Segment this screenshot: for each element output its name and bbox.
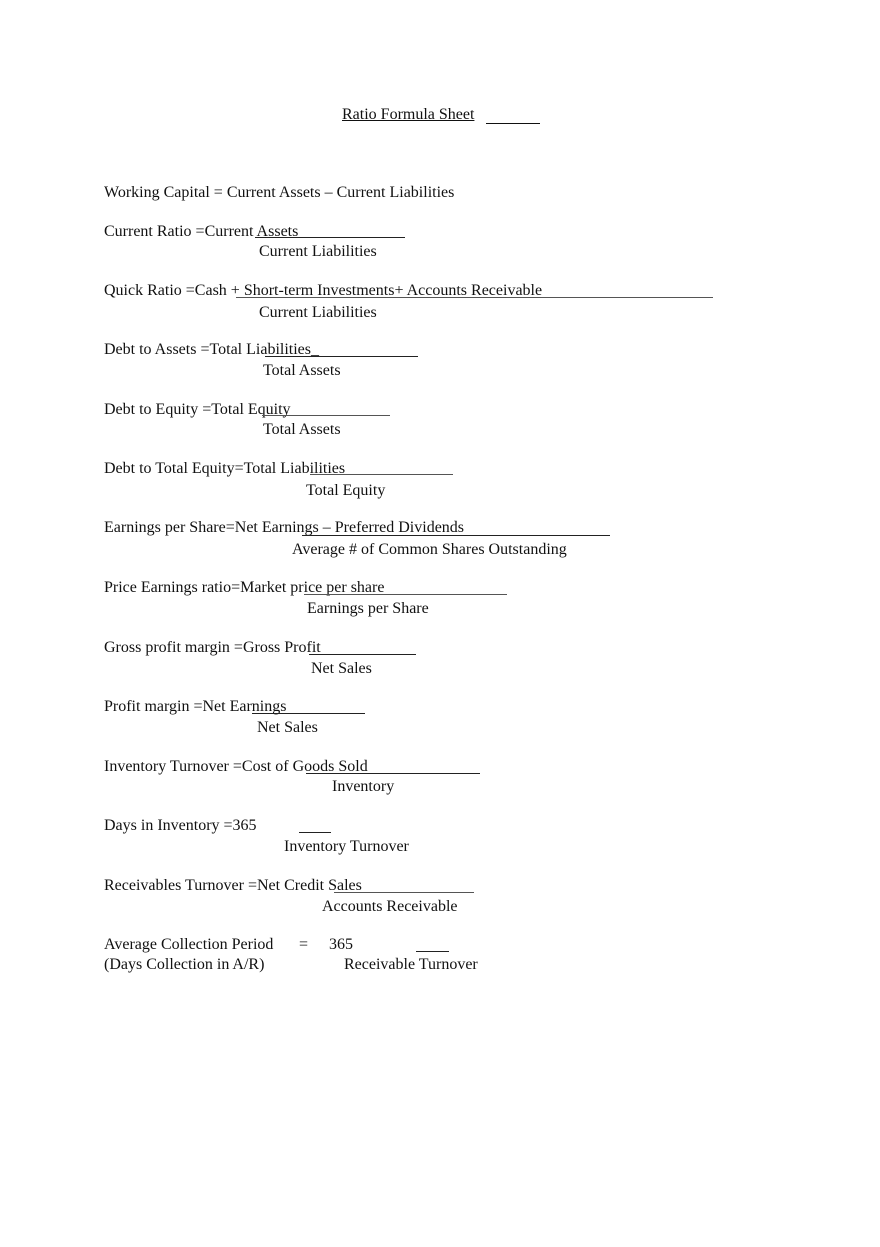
quick-ratio-numerator: Quick Ratio =Cash + Short-term Investments+ Accounts Receivable — [104, 282, 543, 299]
average-collection-period-sublabel: (Days Collection in A/R) — [104, 956, 265, 973]
debt-to-total-equity-numerator: Debt to Total Equity=Total Liabilities_ — [104, 460, 354, 477]
days-in-inventory-numerator: Days in Inventory =365 — [104, 817, 257, 834]
price-earnings-denominator: Earnings per Share — [307, 600, 429, 617]
receivables-turnover-numerator: Receivables Turnover =Net Credit Sales — [104, 877, 362, 894]
fraction-bar — [309, 654, 416, 655]
average-collection-period-label: Average Collection Period — [104, 936, 274, 953]
fraction-bar — [304, 594, 507, 595]
debt-to-assets-denominator: Total Assets — [263, 362, 341, 379]
price-earnings-numerator: Price Earnings ratio=Market price per share — [104, 579, 385, 596]
equals-sign: = — [299, 936, 309, 953]
debt-to-total-equity-denominator: Total Equity — [306, 482, 386, 499]
fraction-bar — [262, 415, 390, 416]
average-collection-period-numerator: 365 — [329, 936, 353, 953]
fraction-bar — [265, 356, 418, 357]
days-in-inventory-denominator: Inventory Turnover — [284, 838, 409, 855]
gross-profit-margin-denominator: Net Sales — [311, 660, 372, 677]
current-ratio-numerator: Current Ratio =Current Assets — [104, 223, 299, 240]
earnings-per-share-numerator: Earnings per Share=Net Earnings – Preferred Dividends — [104, 519, 465, 536]
fraction-bar — [310, 474, 453, 475]
debt-to-equity-denominator: Total Assets — [263, 421, 341, 438]
fraction-bar — [255, 237, 405, 238]
title-underline — [486, 123, 540, 124]
quick-ratio-denominator: Current Liabilities — [259, 304, 377, 321]
gross-profit-margin-numerator: Gross profit margin =Gross Profit — [104, 639, 321, 656]
inventory-turnover-numerator: Inventory Turnover =Cost of Goods Sold — [104, 758, 368, 775]
debt-to-equity-numerator: Debt to Equity =Total Equity_ — [104, 401, 299, 418]
receivables-turnover-denominator: Accounts Receivable — [322, 898, 458, 915]
profit-margin-denominator: Net Sales — [257, 719, 318, 736]
fraction-bar — [334, 892, 474, 893]
profit-margin-numerator: Profit margin =Net Earnings — [104, 698, 287, 715]
fraction-bar — [299, 832, 331, 833]
fraction-bar — [302, 535, 610, 536]
average-collection-period-denominator: Receivable Turnover — [344, 956, 478, 973]
inventory-turnover-denominator: Inventory — [332, 778, 395, 795]
working-capital-formula: Working Capital = Current Assets – Current Liabilities — [104, 184, 455, 201]
fraction-bar — [416, 951, 449, 952]
fraction-bar — [252, 713, 365, 714]
debt-to-assets-numerator: Debt to Assets =Total Liabilities_ — [104, 341, 319, 358]
fraction-bar — [236, 297, 713, 298]
earnings-per-share-denominator: Average # of Common Shares Outstanding — [292, 541, 567, 558]
current-ratio-denominator: Current Liabilities — [259, 243, 377, 260]
page-title: Ratio Formula Sheet — [342, 106, 475, 123]
fraction-bar — [306, 773, 480, 774]
